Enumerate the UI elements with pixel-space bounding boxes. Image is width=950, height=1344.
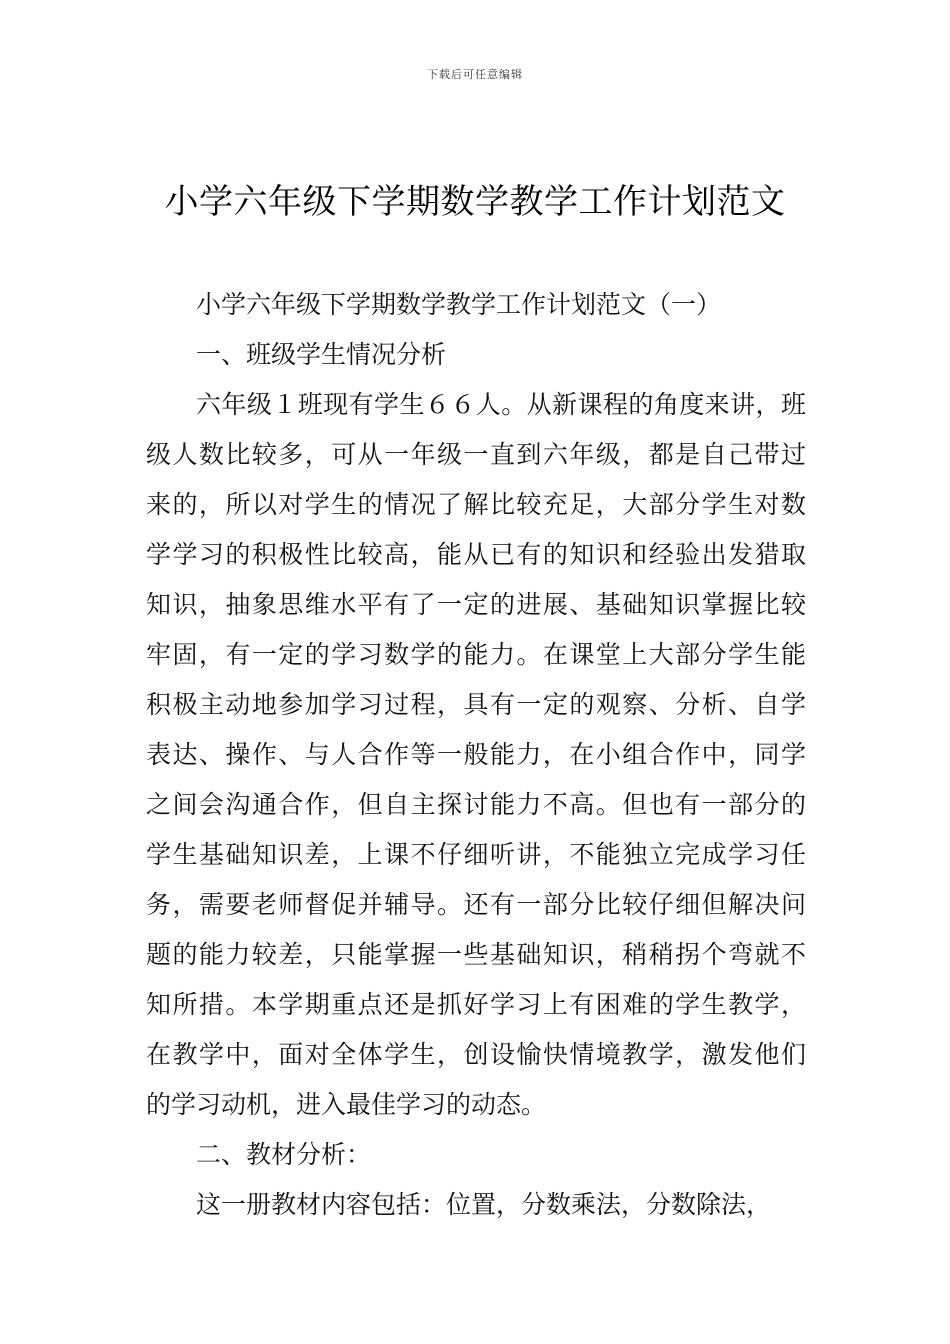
paragraph-line: 知识，抽象思维水平有了一定的进展、基础知识掌握比较 (146, 590, 806, 619)
paragraph-line: 学学习的积极性比较高，能从已有的知识和经验出发猎取 (146, 540, 806, 569)
paragraph-line: 六年级１班现有学生６６人。从新课程的角度来讲，班 (196, 390, 806, 419)
document-title: 小学六年级下学期数学教学工作计划范文 (164, 182, 786, 222)
header-note: 下载后可任意编辑 (427, 68, 523, 81)
subtitle: 小学六年级下学期数学教学工作计划范文（一） (196, 290, 722, 319)
paragraph-line: 级人数比较多，可从一年级一直到六年级，都是自己带过 (146, 440, 806, 469)
document-body (146, 280, 806, 1230)
paragraph-line: 的学习动机，进入最佳学习的动态。 (146, 1090, 547, 1119)
paragraph-line: 积极主动地参加学习过程，具有一定的观察、分析、自学 (146, 690, 806, 719)
section-heading-1: 一、班级学生情况分析 (196, 340, 447, 369)
paragraph-line: 表达、操作、与人合作等一般能力，在小组合作中，同学 (146, 740, 806, 769)
paragraph-line: 在教学中，面对全体学生，创设愉快情境教学，激发他们 (146, 1040, 806, 1069)
paragraph-line: 之间会沟通合作，但自主探讨能力不高。但也有一部分的 (146, 790, 806, 819)
paragraph-line: 务，需要老师督促并辅导。还有一部分比较仔细但解决问 (146, 890, 806, 919)
paragraph-1 (146, 380, 806, 1130)
paragraph-2 (146, 1180, 806, 1230)
paragraph-line: 这一册教材内容包括：位置，分数乘法，分数除法， (196, 1190, 772, 1219)
paragraph-line: 牢固，有一定的学习数学的能力。在课堂上大部分学生能 (146, 640, 806, 669)
paragraph-line: 知所措。本学期重点还是抓好学习上有困难的学生教学， (146, 990, 806, 1019)
paragraph-line: 题的能力较差，只能掌握一些基础知识，稍稍拐个弯就不 (146, 940, 806, 969)
section-heading-2: 二、教材分析： (196, 1140, 372, 1169)
paragraph-line: 来的，所以对学生的情况了解比较充足，大部分学生对数 (146, 490, 806, 519)
paragraph-line: 学生基础知识差，上课不仔细听讲，不能独立完成学习任 (146, 840, 806, 869)
